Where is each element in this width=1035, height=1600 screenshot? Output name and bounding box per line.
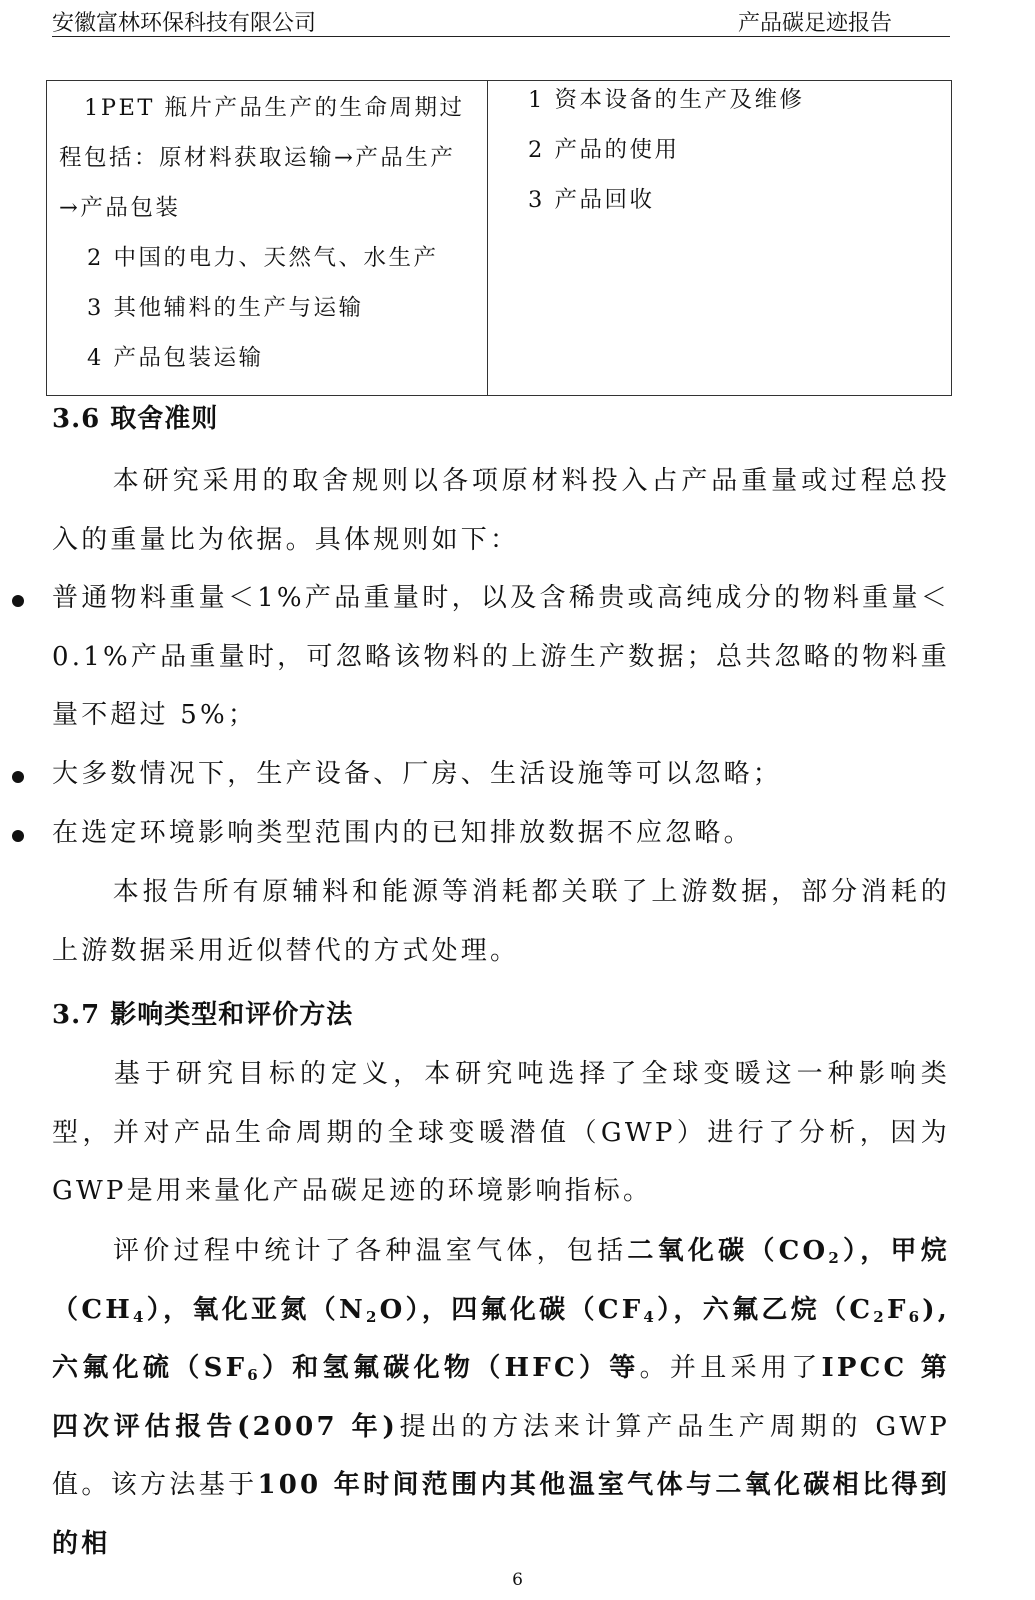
rule-bullet-1: 普通物料重量＜1%产品重量时，以及含稀贵或高纯成分的物料重量＜0.1%产品重量时，可忽略该物料的上游生产数据；总共忽略的物料重量不超过 5%； (52, 583, 950, 730)
excluded-item-2: 2 产品的使用 (528, 137, 680, 163)
excluded-item-1: 1 资本设备的生产及维修 (528, 87, 805, 113)
section-3-6-closing: 本报告所有原辅料和能源等消耗都关联了上游数据，部分消耗的上游数据采用近似替代的方式处理。 (52, 877, 950, 966)
included-item-1c: →产品包装 (59, 195, 181, 221)
included-item-4: 4 产品包装运输 (87, 345, 264, 371)
included-item-2: 2 中国的电力、天然气、水生产 (87, 245, 439, 271)
section-3-7-heading: 3.7 影响类型和评价方法 (52, 1000, 354, 1030)
page-header (52, 6, 950, 37)
header-company: 安徽富林环保科技有限公司 (52, 11, 317, 36)
rule-bullet-2: 大多数情况下，生产设备、厂房、生活设施等可以忽略； (52, 759, 783, 789)
section-3-6-heading: 3.6 取舍准则 (52, 404, 219, 434)
system-boundary-table (46, 80, 952, 396)
excluded-processes-cell (488, 81, 952, 396)
included-item-3: 3 其他辅料的生产与运输 (87, 295, 364, 321)
bullet-dot (12, 830, 24, 842)
header-report-title: 产品碳足迹报告 (737, 11, 892, 36)
bullet-dot (12, 595, 24, 607)
included-processes-cell (47, 81, 488, 396)
section-3-7-para-2: 评价过程中统计了各种温室气体，包括二氧化碳$(CO_2)$，甲烷$(CH_4)$，氧化亚氮$(N_2O)$，四氟化碳$(CF_4)$，六氟乙烷$(C_2F_6)$,六氟化硫$(SF_6)$和氢氟碳化物（HFC）等。并且采用了IPCC 第四次评估报告(2007 年)提出的方法来计算产品生产周期的 GWP 值。该方法基于100 年时间范围内其他温室气体与二氧化碳相比得到的相 (52, 1236, 951, 1559)
bullet-dot (12, 771, 24, 783)
included-item-1b: 程包括：原材料获取运输→产品生产 (59, 145, 456, 171)
section-3-7-para-1: 基于研究目标的定义，本研究吨选择了全球变暖这一种影响类型，并对产品生命周期的全球变暖潜值（GWP）进行了分析，因为 GWP是用来量化产品碳足迹的环境影响指标。 (52, 1059, 950, 1206)
excluded-item-3: 3 产品回收 (528, 187, 655, 213)
page-number: 6 (512, 1570, 523, 1590)
included-item-1a: 1PET 瓶片产品生产的生命周期过 (84, 95, 465, 121)
section-3-6-intro: 本研究采用的取舍规则以各项原材料投入占产品重量或过程总投入的重量比为依据。具体规则如下： (52, 466, 950, 555)
rule-bullet-3: 在选定环境影响类型范围内的已知排放数据不应忽略。 (52, 818, 753, 848)
